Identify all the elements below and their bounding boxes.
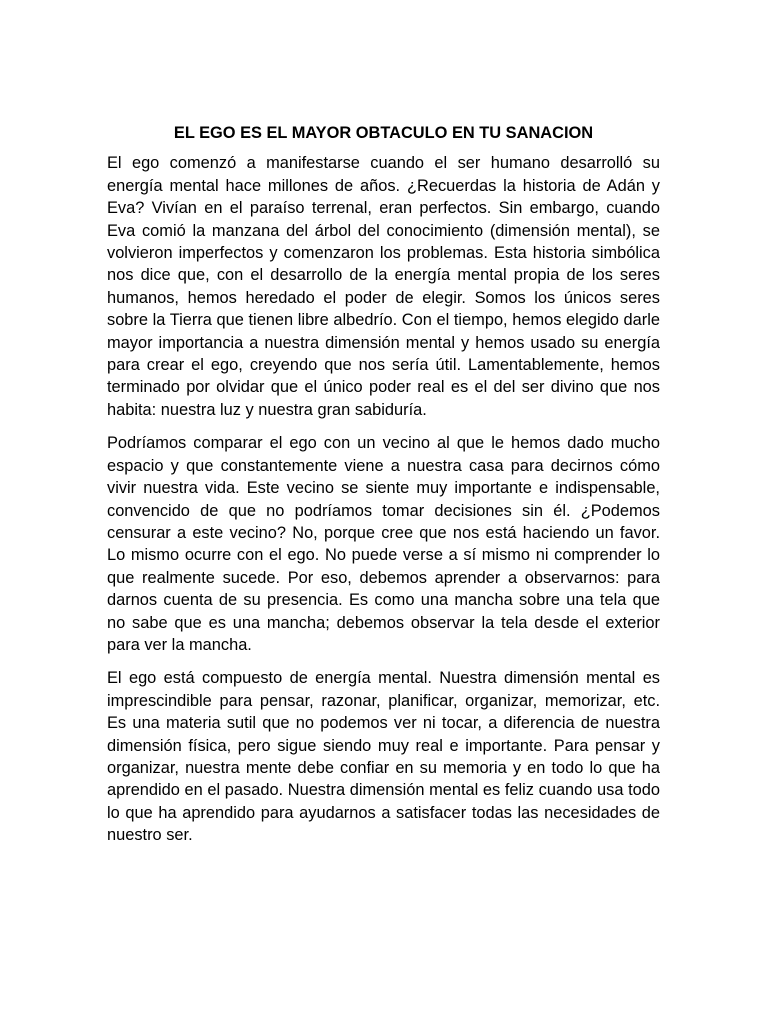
document-page: [107, 122, 660, 858]
paragraph-3: El ego está compuesto de energía mental. Nuestra dimensión mental es imprescindible para pensar, razonar, planificar, organizar, memorizar, etc. Es una materia sutil que no podemos ver ni tocar, a diferencia de nuestra dimensión física, pero sigue siendo muy real e importante. Para pensar y organizar, nuestra mente debe confiar en su memoria y en todo lo que ha aprendido en el pasado. Nuestra dimensión mental es feliz cuando usa todo lo que ha aprendido para ayudarnos a satisfacer todas las necesidades de nuestro ser.: [107, 669, 660, 845]
document-title: EL EGO ES EL MAYOR OBTACULO EN TU SANACION: [173, 124, 594, 142]
paragraph-1: El ego comenzó a manifestarse cuando el ser humano desarrolló su energía mental hace millones de años. ¿Recuerdas la historia de Adán y Eva? Vivían en el paraíso terrenal, eran perfectos. Sin embargo, cuando Eva comió la manzana del árbol del conocimiento (dimensión mental), se volvieron imperfectos y comenzaron los problemas. Esta historia simbólica nos dice que, con el desarrollo de la energía mental propia de los seres humanos, hemos heredado el poder de elegir. Somos los únicos seres sobre la Tierra que tienen libre albedrío. Con el tiempo, hemos elegido darle mayor importancia a nuestra dimensión mental y hemos usado su energía para crear el ego, creyendo que nos sería útil. Lamentablemente, hemos terminado por olvidar que el único poder real es el del ser divino que nos habita: nuestra luz y nuestra gran sabiduría.: [107, 154, 660, 419]
paragraph-2: Podríamos comparar el ego con un vecino al que le hemos dado mucho espacio y que constantemente viene a nuestra casa para decirnos cómo vivir nuestra vida. Este vecino se siente muy importante e indispensable, convencido de que no podríamos tomar decisiones sin él. ¿Podemos censurar a este vecino? No, porque cree que nos está haciendo un favor. Lo mismo ocurre con el ego. No puede verse a sí mismo ni comprender lo que realmente sucede. Por eso, debemos aprender a observarnos: para darnos cuenta de su presencia. Es como una mancha sobre una tela que no sabe que es una mancha; debemos observar la tela desde el exterior para ver la mancha.: [107, 434, 660, 654]
